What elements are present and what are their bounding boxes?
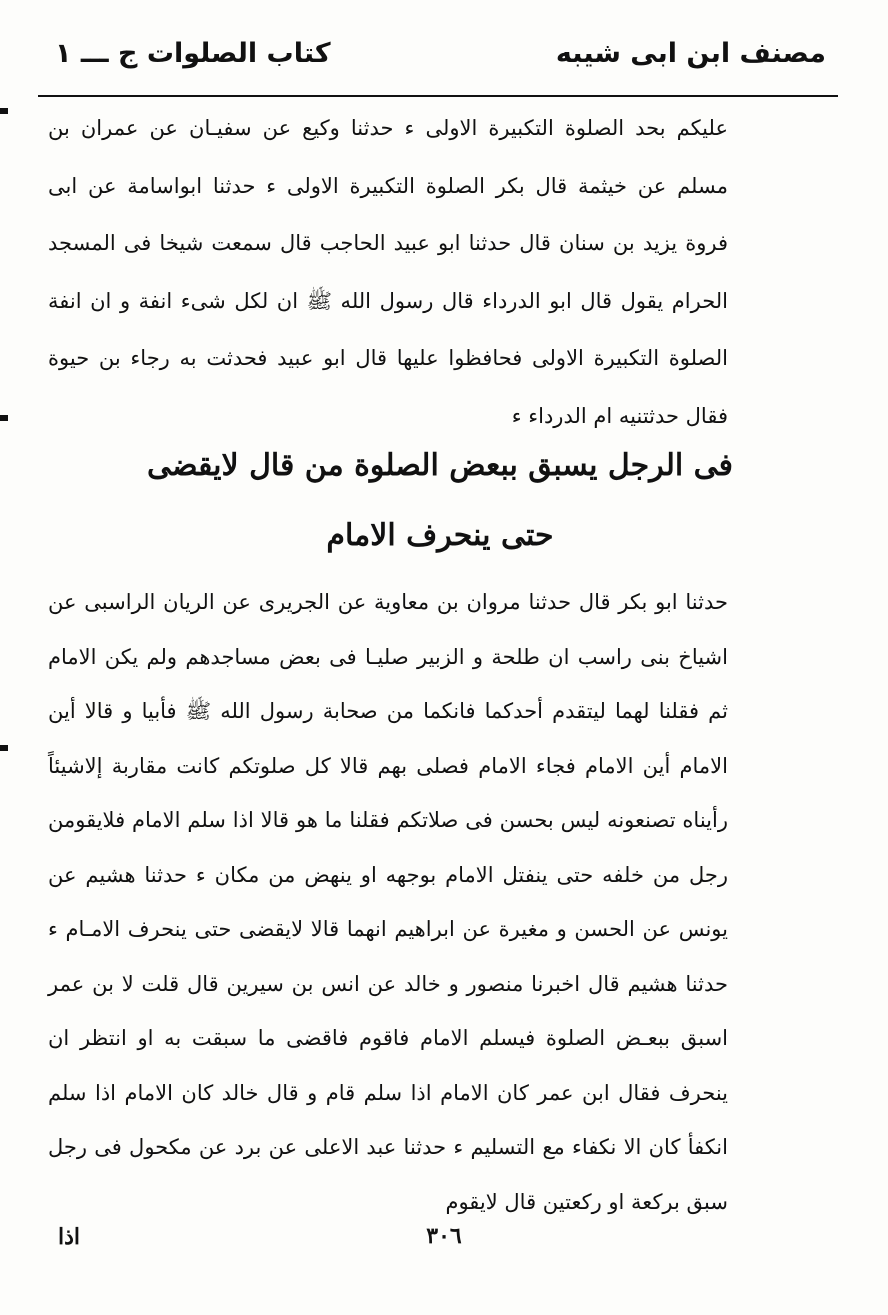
page-number: ٣٠٦ — [426, 1223, 462, 1249]
margin-mark — [0, 745, 8, 751]
chapter-title: کتاب الصلوات ج ـــ ١ — [55, 38, 331, 69]
margin-mark — [0, 415, 8, 421]
paragraph-1: علیکم بحد الصلوة التکبیرة الاولی ء حدثنا وکیع عن سفیـان عن عمران بن مسلم عن خیثمة قال بکر الصلوة التکبیرة الاولی ء حدثنا ابواسامة عن ابی فروة یزید بن سنان قال حدثنا ابو عبید الحاجب قال سمعت شیخا فی المسجد الحرام یقول قال ابو الدرداء قال رسول الله ﷺ ان لکل شیء انفة و ان انفة الصلوة التکبیرة الاولی فحافظوا علیها قال ابو عبید فحدثت به رجاء بن حیوة فقال حدثتنیه ام الدرداء ء — [48, 116, 728, 428]
paragraph-2: حدثنا ابو بکر قال حدثنا مروان بن معاویة عن الجریری عن الریان الراسبی عن اشیاخ بنی راسب ان طلحة و الزبیر صلیـا فی بعض مساجدهم ولم یکن الامام ثم فقلنا لهما لیتقدم أحدکما فانکما من صحابة رسول الله ﷺ فأبیا و قالا أین الامام أین الامام فجاء الامام فصلی بهم قالا کل صلوتکم کانت مقاربة إلاشیئاً رأیناه تصنعونه لیس بحسن فی صلاتکم فقلنا ما هو قالا اذا سلم الامام فلایقومن رجل من خلفه حتی ینفتل الامام بوجهه او ینهض من مکان ء حدثنا هشیم عن یونس عن الحسن و مغیرة عن ابراهیم انهما قالا لایقضی حتی ینحرف الامـام ء حدثنا هشیم قال اخبرنا منصور و خالد عن انس بن سیرین قال قلت لا بن عمر اسبق ببعـض الصلوة فیسلم الامام فاقوم فاقضی ما سبقت به او انتظر ان ینحرف فقال ابن عمر کان الامام اذا سلم قام و قال خالد کان الامام اذا سلم انکفأ کان الا نکفاء مع التسلیم ء حدثنا عبد الاعلی عن برد عن مکحول فی رجل سبق برکعة او رکعتین قال لایقوم — [48, 590, 728, 1214]
margin-mark — [0, 108, 8, 114]
catchword: اذا — [58, 1224, 81, 1250]
section-heading-line-1: فی الرجل یسبق ببعض الصلوة من قال لایقضی — [146, 448, 734, 483]
page-header — [40, 38, 836, 88]
section-heading-line-2: حتی ینحرف الامام — [326, 518, 554, 553]
book-title: مصنف ابن ابی شیبه — [555, 38, 826, 69]
header-rule — [38, 95, 838, 97]
